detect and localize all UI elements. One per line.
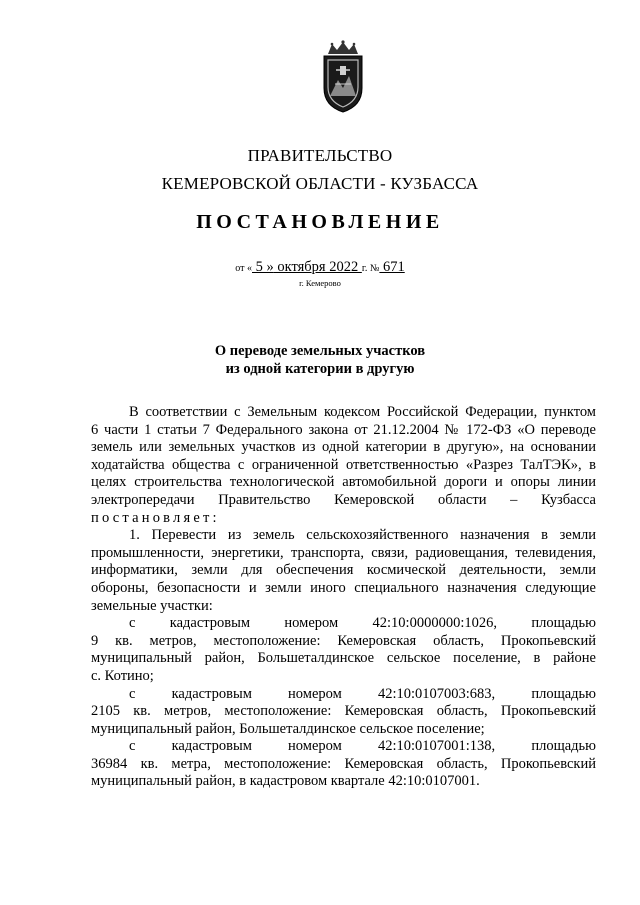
body-line: земель или земельных участков из одной категории в другую», на основании — [91, 439, 596, 456]
body-line: промышленности, энергетики, транспорта, связи, радиовещания, телевидения, — [91, 544, 596, 561]
date-mid: » — [266, 259, 274, 275]
body-line: информатики, земли для обеспечения космической деятельности, земли — [91, 562, 596, 579]
date-month-year: октября 2022 — [273, 259, 362, 275]
body-line: с кадастровым номером 42:10:0107003:683, площадью — [129, 685, 596, 702]
body-line: 36984 кв. метра, местоположение: Кемеровская область, Прокопьевский — [91, 755, 596, 772]
subject-line2: из одной категории в другую — [225, 361, 415, 377]
body-line: муниципальный район, в кадастровом квартале 42:10:0107001. — [91, 773, 480, 790]
date-number-line — [0, 259, 640, 276]
body-line: 9 кв. метров, местоположение: Кемеровская область, Прокопьевский — [91, 632, 596, 649]
body-line: муниципальный район, Большеталдинское сельское поселение; — [91, 720, 485, 737]
coat-of-arms-emblem — [318, 40, 368, 114]
body-line: с кадастровым номером 42:10:0000000:1026, площадью — [129, 615, 596, 632]
org-name-line1: ПРАВИТЕЛЬСТВО — [247, 146, 393, 165]
date-suffix: г. № — [361, 263, 380, 274]
city-name: г. Кемерово — [299, 278, 341, 288]
date-day: 5 — [252, 259, 267, 275]
subject-line1: О переводе земельных участков — [214, 343, 426, 359]
date-prefix: от « — [235, 263, 252, 274]
body-line: 6 части 1 статьи 7 Федерального закона от 21.12.2004 № 172-ФЗ «О переводе — [91, 421, 596, 438]
body-line: земельные участки: — [91, 597, 213, 614]
document-number: 671 — [379, 259, 405, 275]
body-line: муниципальный район, Большеталдинское сельское поселение, в районе — [91, 650, 596, 667]
body-line: обороны, безопасности и земли иного специального назначения следующие — [91, 579, 596, 596]
document-type-title: ПОСТАНОВЛЕНИЕ — [196, 211, 444, 233]
body-line: с. Котино; — [91, 667, 154, 684]
body-line: 1. Перевести из земель сельскохозяйственного назначения в земли — [129, 527, 596, 544]
org-name-line2: КЕМЕРОВСКОЙ ОБЛАСТИ - КУЗБАССА — [161, 174, 479, 193]
body-line-resolves: постановляет: — [91, 509, 220, 526]
body-line: целях строительства технологической автомобильной дороги и опоры линии — [91, 474, 596, 491]
body-line: ходатайства общества с ограниченной ответственностью «Разрез ТалТЭК», в — [91, 456, 596, 473]
body-line: 2105 кв. метров, местоположение: Кемеровская область, Прокопьевский — [91, 703, 596, 720]
body-line: В соответствии с Земельным кодексом Российской Федерации, пунктом — [129, 404, 596, 420]
document-body — [91, 404, 596, 791]
subject-heading — [0, 342, 640, 378]
body-line: с кадастровым номером 42:10:0107001:138, площадью — [129, 738, 596, 755]
body-line: электропередачи Правительство Кемеровской области – Кузбасса — [91, 491, 596, 508]
